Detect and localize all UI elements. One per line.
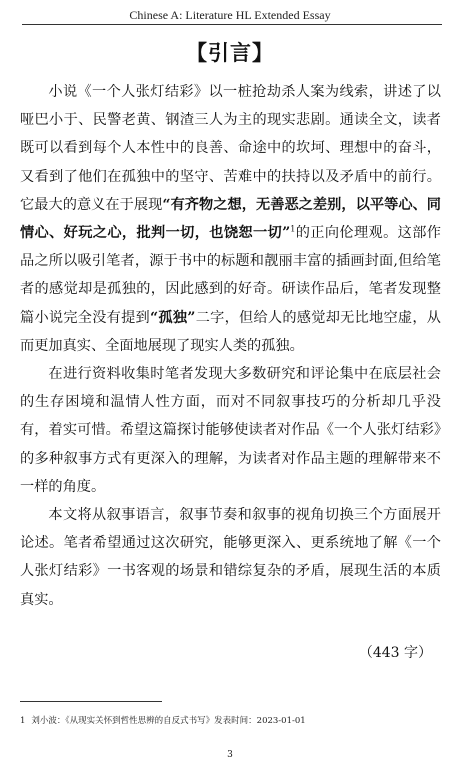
paragraph-intro-text: 小说《一个人张灯结彩》以一桩抢劫杀人案为线索，讲述了以哑巴小于、民警老黄、钢渣三人为主的现实悲剧。通读全文，读者既可以看到每个人本性中的良善、命途中的坎坷、理想中的奋斗，又看到了他们在孤独中的坚守、苦难中的扶持以及矛盾中的前行。它最大的意义在于展现 (20, 84, 441, 213)
bold-keyword: “孤独” (149, 309, 196, 326)
paragraph-research: 在进行资料收集时笔者发现大多数研究和评论集中在底层社会的生存困境和温情人性方面，而对不同叙事技巧的分析却几乎没有，着实可惜。希望这篇探讨能够使读者对作品《一个人张灯结彩》的多种叙事方式有更深入的理解，为读者对作品主题的理解带来不一样的角度。 (20, 366, 441, 495)
word-count: （443 字） (358, 645, 432, 661)
footnote-text: 刘小波：《从现实关怀到哲性思辨的自反式书写》发表时间：2023-01-01 (31, 716, 306, 726)
header-divider (22, 24, 442, 25)
footnote (20, 714, 306, 726)
running-header: Chinese A: Literature HL Extended Essay (129, 8, 331, 22)
footnote-divider (20, 701, 162, 702)
page-number: 3 (227, 750, 233, 760)
paragraph-intro (20, 78, 441, 360)
section-title: 【引言】 (186, 40, 274, 65)
bold-quote: “有齐物之想，无善恶之差别，以平等心、同情心、好玩之心，批判一切，也饶恕一切” (20, 196, 441, 242)
paragraph-outline: 本文将从叙事语言，叙事节奏和叙事的视角切换三个方面展开论述。笔者希望通过这次研究，能够更深入、更系统地了解《一个人张灯结彩》一书客观的场景和错综复杂的矛盾，展现生活的本质真实。 (20, 507, 441, 608)
body-text (20, 78, 441, 614)
paragraph-intro-middle: 的正向伦理观。这部作品之所以吸引笔者，源于书中的标题和靓丽丰富的插画封面,但给笔者的感觉却是孤独的，因此感到的好奇。研读作品后，笔者发现整篇小说完全没有提到 (20, 225, 441, 326)
footnote-reference: 1 (290, 224, 296, 234)
footnote-mark: 1 (20, 716, 26, 726)
paragraph-intro-end: 二字，但给人的感觉却无比地空虚，从而更加真实、全面地展现了现实人类的孤独。 (20, 309, 441, 354)
